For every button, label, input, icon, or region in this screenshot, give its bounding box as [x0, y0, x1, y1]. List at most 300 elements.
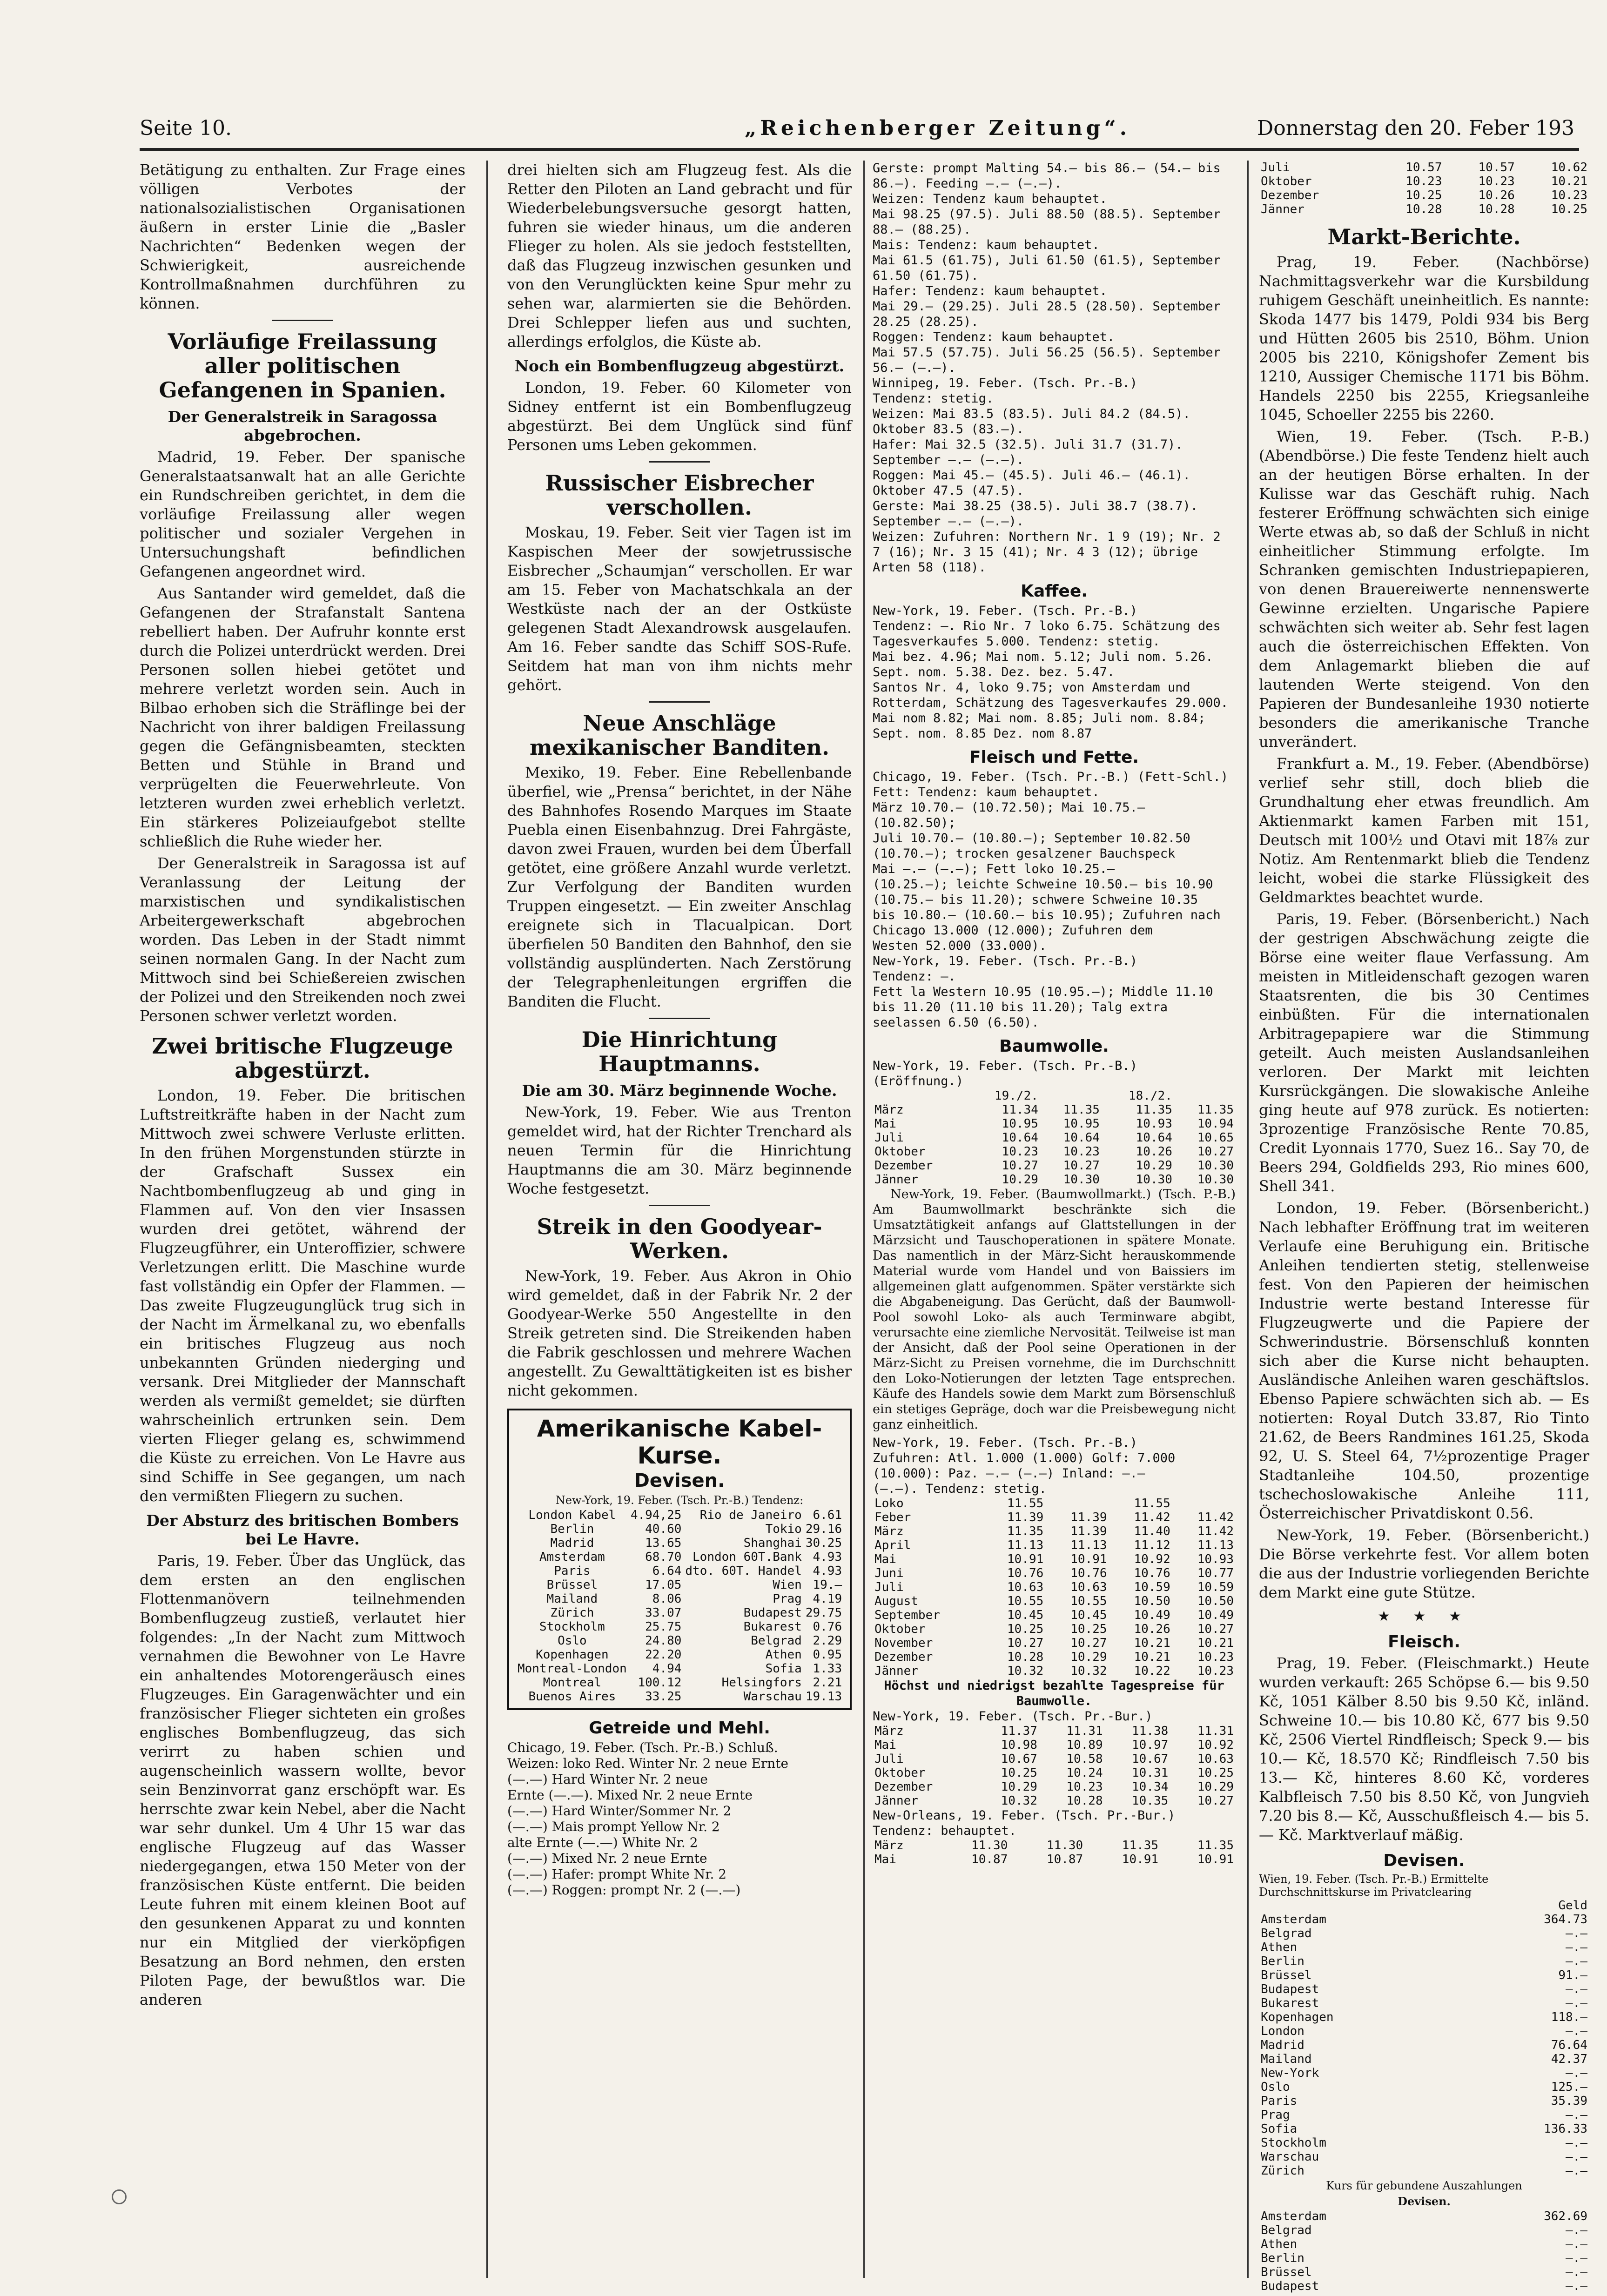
table-cell: Brüssel — [1261, 2265, 1312, 2279]
table-cell: 11.55 — [1134, 1497, 1170, 1511]
paragraph: Paris, 19. Feber. (Börsenbericht.) Nach der gestrigen Abschwächung zeigte die Börse eine weiter flaue Verfassung. Am meisten in Mitleidenschaft gezogen waren Staatsrenten, die bis 30 Centimes einbüßten. Für die internationalen Arbitragepapiere war die Stimmung geteilt. Auch meisten Auslandsanleihen verloren. Der Markt mit leichten Kursrückgängen. Die slowakische Anleihe ging heute auf 978 zurück. Es notierten: 3prozentige Französische Rente 70.85, Credit Lyonnais 1770, Suez 16.. Say 70, de Beers 294, Goldfields 293, Rio mines 600, Shell 341. — [1259, 910, 1589, 1195]
table-cell: —.— — [1566, 1996, 1587, 2010]
table-cell: Mai — [874, 1552, 896, 1566]
cable-rate-row — [516, 1676, 844, 1690]
table-cell: 10.55 — [1007, 1594, 1044, 1608]
table-cell: 33.07 — [645, 1606, 682, 1620]
table-cell: 1.33 — [813, 1662, 842, 1676]
table-cell: 11.37 — [1001, 1724, 1037, 1738]
table-cell: 10.45 — [1070, 1608, 1107, 1622]
cotton-row — [873, 1145, 1236, 1159]
table-cell: —.— — [1566, 2164, 1587, 2178]
table-cell: 11.13 — [1197, 1538, 1234, 1552]
cotton3-head: New-York, 19. Feber. (Tsch. Pr.-Bur.) — [873, 1709, 1153, 1724]
coffee-line: Sept. nom. 5.38. Dez. bez. 5.47. — [873, 665, 1115, 679]
table-cell: 11.39 — [1070, 1524, 1107, 1538]
table-cell: Jänner — [874, 1664, 918, 1678]
table-cell: 10.91 — [1070, 1552, 1107, 1566]
devisen-row — [1259, 2251, 1589, 2265]
table-cell: 10.98 — [1001, 1738, 1037, 1752]
table-cell: 40.60 — [645, 1522, 682, 1536]
cotton2-supply: Zufuhren: Atl. 1.000 (1.000) Golf: 7.000 (10.000): Paz. —.— (—.—) Inland: —.— — [873, 1451, 1176, 1481]
table-cell — [1045, 1497, 1109, 1511]
table-cell: Madrid — [550, 1536, 594, 1550]
table-cell: London 60T.Bank — [693, 1550, 802, 1564]
table-cell — [1259, 1899, 1463, 1913]
table-cell: Stockholm — [539, 1620, 605, 1634]
table-cell: 29.16 — [805, 1522, 842, 1536]
table-cell: Prag — [1261, 2108, 1290, 2122]
separator — [649, 701, 710, 703]
table-cell: 10.87 — [1046, 1853, 1083, 1866]
table-cell: 125.— — [1551, 2080, 1587, 2094]
table-cell: 11.30 — [1046, 1839, 1083, 1853]
table-cell: —.— — [1566, 2108, 1587, 2122]
table-cell: 2.29 — [813, 1634, 842, 1648]
cable-rates-box — [507, 1409, 852, 1710]
table-cell: London — [1261, 2024, 1304, 2038]
table-cell: August — [874, 1594, 918, 1608]
cotton-row — [873, 1853, 1236, 1866]
masthead: „Reichenberger Zeitung“. — [745, 116, 1131, 140]
table-cell: Buenos Aires — [528, 1690, 616, 1704]
grain-line: (—.—) Hafer: prompt White Nr. 2 — [507, 1866, 727, 1882]
table-cell: 10.30 — [1136, 1173, 1172, 1187]
table-cell: 10.57 — [1405, 161, 1442, 175]
table-cell: März — [874, 1524, 904, 1538]
table-cell: 4.93 — [813, 1550, 842, 1564]
table-cell: Belgrad — [751, 1634, 802, 1648]
devisen-row — [1259, 1982, 1589, 1996]
cable-rate-row — [516, 1536, 844, 1550]
table-cell: Oslo — [558, 1634, 587, 1648]
fat-line: Tendenz: —. — [873, 969, 956, 984]
table-cell: 11.30 — [971, 1839, 1008, 1853]
cotton-continued-table — [1259, 161, 1589, 216]
devisen-row — [1259, 1996, 1589, 2010]
table-cell: —.— — [1566, 2066, 1587, 2080]
cable-rate-row — [516, 1620, 844, 1634]
cotton-head: New-York, 19. Feber. (Tsch. Pr.-B.) — [873, 1059, 1137, 1073]
headline-goodyear: Streik in den Goodyear-Werken. — [537, 1214, 822, 1263]
table-cell: 10.35 — [1132, 1794, 1169, 1808]
table-cell: 10.92 — [1197, 1738, 1234, 1752]
table-cell: 10.29 — [1001, 1780, 1037, 1794]
cotton2-tendency: (—.—). Tendenz: stetig. — [873, 1482, 1047, 1496]
cotton2-head: New-York, 19. Feber. (Tsch. Pr.-B.) — [873, 1436, 1137, 1450]
table-cell — [1040, 1089, 1102, 1103]
table-cell: Oktober — [1261, 175, 1312, 188]
table-cell: 11.39 — [1007, 1511, 1044, 1524]
table-cell: Belgrad — [1261, 2223, 1312, 2237]
paragraph: Der Generalstreik in Saragossa ist auf Veranlassung der Leitung der marxistischen und syndikalistischen Arbeitergewerkschaft abgebrochen worden. Das Leben in der Stadt nimmt seinen normalen Gang. In der Nacht zum Mittwoch sind bei Schießereien zwischen der Polizei und den Streikenden noch zwei Personen schwer verletzt worden. — [140, 854, 465, 1025]
table-cell: 2.21 — [813, 1676, 842, 1690]
coffee-report — [873, 603, 1236, 741]
table-cell: 11.13 — [1070, 1538, 1107, 1552]
paragraph: Aus Santander wird gemeldet, daß die Gefangenen der Strafanstalt Santena rebelliert haben. Der Aufruhr konnte erst durch die Polizei unterdrückt werden. Drei Personen sollen hiebei getötet und mehrere verletzt worden sein. Auch in Bilbao erhoben sich die Sträflinge bei der Nachricht von ihrer baldigen Freilassung gegen die Gefängnisbeamten, steckten Betten und Stühle in Brand und verprügelten die Feuerwehrleute. Von letzteren wurden zwei erheblich verletzt. Ein stärkeres Polizeiaufgebot stellte schließlich die Ruhe wieder her. — [140, 584, 465, 850]
issue-date: Donnerstag den 20. Feber 193 — [1257, 116, 1574, 140]
paragraph: Prag, 19. Feber. (Nachbörse) Nachmittagsverkehr war die Kursbildung ruhigem Geschäft uneinheitlich. Es nannte: Skoda 1477 bis 1479, Poldi 934 bis Berg und Hütten 2605 bis 2510, Böhm. Union 2005 bis 2210, Königshofer Zement bis 1210, Aussiger Chemische 1171 bis Böhm. Handels 2250 bis 2255, Kriegsanleihe 1045, Schoeller 2255 bis 2260. — [1259, 253, 1589, 423]
table-cell: April — [874, 1538, 911, 1552]
table-cell: 136.33 — [1544, 2122, 1587, 2136]
grain-line: Hafer: Tendenz: kaum behauptet. — [873, 284, 1107, 298]
table-cell: 10.49 — [1134, 1608, 1170, 1622]
grain-line: September —.— (—.—). — [873, 453, 1024, 467]
section-stars: ★ ★ ★ — [1378, 1608, 1471, 1625]
table-cell: —.— — [1566, 2024, 1587, 2038]
table-cell: 10.59 — [1197, 1580, 1234, 1594]
table-cell: 10.27 — [1070, 1636, 1107, 1650]
table-cell: 10.24 — [1066, 1766, 1103, 1780]
cable-rate-row — [516, 1648, 844, 1662]
table-cell: Zürich — [550, 1606, 594, 1620]
coffee-line: Santos Nr. 4, loko 9.75; von Amsterdam und Rotterdam, Schätzung des Tagesverkaufes 29.000. — [873, 680, 1229, 710]
table-cell: Berlin — [550, 1522, 594, 1536]
table-cell: 10.31 — [1132, 1766, 1169, 1780]
cotton-row — [873, 1608, 1236, 1622]
table-cell: 10.25 — [1070, 1622, 1107, 1636]
headline-grain: Getreide und Mehl. — [589, 1719, 770, 1738]
cable-rate-row — [516, 1522, 844, 1536]
table-cell: Juli — [874, 1752, 904, 1766]
table-cell: Loko — [874, 1497, 904, 1511]
table-cell: 10.91 — [1007, 1552, 1044, 1566]
article-continuation: drei hielten sich am Flugzeug fest. Als die Retter den Piloten an Land gebracht und für Wiederbelebungsversuche gesorgt hatten, fuhren sie wieder hinaus, um die anderen Flieger zu holen. Als sie jedoch feststellten, daß das Flugzeug inzwischen gesunken und von den Verunglückten keine Spur mehr zu sehen war, alarmierten sie die Behörden. Drei Schlepper liefen aus und suchten, allerdings erfolglos, die Küste ab. — [507, 161, 852, 350]
table-cell: 10.49 — [1197, 1608, 1234, 1622]
table-cell: 10.67 — [1132, 1752, 1169, 1766]
table-cell: 0.95 — [813, 1648, 842, 1662]
column-3 — [873, 161, 1236, 2278]
table-cell: 10.58 — [1066, 1752, 1103, 1766]
table-cell: Oktober — [874, 1622, 926, 1636]
cable-rates-subtitle: Devisen. — [634, 1470, 725, 1491]
table-cell: Kopenhagen — [536, 1648, 609, 1662]
headline-planes: Zwei britische Flugzeuge abgestürzt. — [152, 1034, 453, 1083]
table-cell: September — [874, 1608, 940, 1622]
paragraph: Paris, 19. Feber. Über das Unglück, das dem ersten an den englischen Flottenmanövern teilnehmenden Bombenflugzeug zustieß, verlautet hier folgendes: „In der Nacht zum Mittwoch vernahmen die Bewohner von Le Havre ein anhaltendes Motorengeräusch eines Flugzeuges. Ein Garagenwächter und ein französischer Flieger sichteten ein großes englisches Bombenflugzeug, das sich verirrt zu haben schien und augenscheinlich wassern wollte, bevor sein Benzinvorrat ganz erschöpft war. Es herrschte zwar kein Nebel, aber die Nacht war sehr dunkel. Um 4 Uhr 15 war das englische Flugzeug auf das Wasser niedergegangen, etwa 150 Meter von der französischen Küste entfernt. Die beiden Leute fuhren mit einem kleinen Boot auf den gesunkenen Apparat zu und konnten nur ein Mitglied der vierköpfigen Besatzung an Bord nehmen, den ersten Piloten Page, der bewußtlos war. Die anderen — [140, 1552, 465, 2008]
table-cell: 10.94 — [1197, 1117, 1234, 1131]
cable-rate-row — [516, 1508, 844, 1522]
table-cell: 29.75 — [805, 1606, 842, 1620]
devisen-row — [1259, 2038, 1589, 2052]
table-cell: Budapest — [1261, 2279, 1319, 2293]
table-cell: 10.25 — [1405, 188, 1442, 202]
devisen-row — [1259, 2136, 1589, 2150]
paragraph: Madrid, 19. Feber. Der spanische Generalstaatsanwalt hat an alle Gerichte ein Rundschreiben gerichtet, in dem die vorläufige Freilassung aller wegen politischer und sozialer Vergehen in Untersuchungshaft befindlichen Gefangenen angeordnet wird. — [140, 448, 465, 580]
paragraph: London, 19. Feber. Die britischen Luftstreitkräfte haben in der Nacht zum Mittwoch zwei schwere Verluste erlitten. In den frühen Morgenstunden stürzte in der Grafschaft Sussex ein Nachtbombenflugzeug ab und ging in Flammen auf. Von den vier Insassen wurden drei getötet, während der Flugzeugführer, ein Unteroffizier, schwere Verletzungen erlitt. Die Maschine wurde fast vollständig ein Opfer der Flammen. — Das zweite Flugzeugunglück trug sich in der Nacht im Ärmelkanal zu, wo ebenfalls ein britisches Flugzeug aus noch unbekannten Gründen niederging und versank. Drei Mitglieder der Mannschaft werden als vermißt gemeldet; sie dürften wahrscheinlich ertrunken sein. Dem vierten Flieger gelang es, schwimmend die Küste zu erreichen. Von Le Havre aus sind Schiffe in See gegangen, um nach den vermißten Fliegern zu suchen. — [140, 1087, 465, 1505]
table-cell: 10.28 — [1405, 202, 1442, 216]
coffee-line: Tendenz: —. Rio Nr. 7 loko 6.75. Schätzung des Tagesverkaufes 5.000. Tendenz: stetig. — [873, 619, 1221, 649]
cable-rate-row — [516, 1662, 844, 1676]
devisen-row — [1259, 2080, 1589, 2094]
table-cell: Mailand — [1261, 2052, 1312, 2066]
column-divider — [486, 161, 488, 2278]
table-cell: London Kabel — [528, 1508, 616, 1522]
table-cell: 11.31 — [1197, 1724, 1234, 1738]
cotton-row — [873, 1752, 1236, 1766]
table-cell: 10.29 — [1136, 1159, 1172, 1173]
table-cell: 11.38 — [1132, 1724, 1169, 1738]
table-cell: —.— — [1566, 1927, 1587, 1940]
table-cell: Feber — [874, 1511, 911, 1524]
table-cell: 10.23 — [1405, 175, 1442, 188]
table-cell: 11.40 — [1134, 1524, 1170, 1538]
devisen-row — [1259, 2010, 1589, 2024]
devisen-row — [1259, 2265, 1589, 2279]
table-cell: 24.80 — [645, 1634, 682, 1648]
cotton-row — [873, 1173, 1236, 1187]
fat-line: Fett: Tendenz: kaum behauptet. — [873, 785, 1100, 799]
column-1 — [140, 161, 465, 2278]
table-cell: Mailand — [546, 1592, 598, 1606]
headline-meat: Fleisch. — [1388, 1632, 1460, 1652]
article-continuation: Betätigung zu enthalten. Zur Frage eines völligen Verbotes der nationalsozialistischen Organisationen äußern in erster Linie die „Basler Nachrichten“ Bedenken wegen der Schwierigkeit, ausreichende Kontrollmaßnahmen durchführen zu können. — [140, 161, 465, 312]
table-cell: Mai — [874, 1738, 896, 1752]
table-cell: —.— — [1566, 1954, 1587, 1968]
table-cell: 11.35 — [1197, 1839, 1234, 1853]
table-cell: 10.23 — [1478, 175, 1515, 188]
fat-line: (10.70.—); trocken gesalzener Bauchspeck — [873, 846, 1176, 861]
table-cell: 33.25 — [645, 1690, 682, 1704]
grain-line: Tendenz: stetig. — [873, 391, 994, 406]
table-cell: 18./2. — [1129, 1089, 1172, 1103]
grain-line: Mai 57.5 (57.75). Juli 56.25 (56.5). September 56.— (—.—). — [873, 345, 1221, 375]
separator — [649, 1018, 710, 1019]
subhead-spain: Der Generalstreik in Saragossa abgebrochen. — [168, 408, 437, 444]
cotton-row — [873, 1580, 1236, 1594]
cotton-row — [873, 1766, 1236, 1780]
fat-line: New-York, 19. Feber. (Tsch. Pr.-B.) — [873, 954, 1137, 968]
headline-hauptmann: Die Hinrichtung Hauptmanns. — [581, 1027, 778, 1076]
table-cell: Budapest — [743, 1606, 802, 1620]
fat-line: Westen 52.000 (33.000). — [873, 939, 1047, 953]
grain-line: Mai 29.— (29.25). Juli 28.5 (28.50). September 28.25 (28.25). — [873, 299, 1221, 329]
table-cell: 11.12 — [1134, 1538, 1170, 1552]
table-cell: —.— — [1566, 2150, 1587, 2164]
table-cell: 100.12 — [638, 1676, 682, 1690]
table-cell: Juli — [874, 1131, 904, 1145]
table-cell: 10.21 — [1197, 1636, 1234, 1650]
table-cell: 10.23 — [1066, 1780, 1103, 1794]
table-cell: 10.45 — [1007, 1608, 1044, 1622]
headline-devisen: Devisen. — [1383, 1851, 1465, 1870]
grain-line: Gerste: prompt Malting 54.— bis 86.— (54.— bis 86.—). Feeding —.— (—.—). — [873, 161, 1221, 191]
table-cell: New-York — [1261, 2066, 1319, 2080]
cotton-row — [873, 1664, 1236, 1678]
cotton-row — [873, 1131, 1236, 1145]
table-cell: Jänner — [874, 1173, 918, 1187]
table-cell: —.— — [1566, 2265, 1587, 2279]
cotton-row — [873, 1724, 1236, 1738]
grain-line: September —.— (—.—). — [873, 514, 1024, 529]
fat-line: Chicago 13.000 (12.000); Zufuhren dem — [873, 923, 1153, 938]
table-cell: 10.26 — [1134, 1622, 1170, 1636]
table-cell: 35.39 — [1551, 2094, 1587, 2108]
table-cell: 10.23 — [1002, 1145, 1038, 1159]
headline-meat-fat: Fleisch und Fette. — [969, 748, 1139, 767]
subhead-hauptmann: Die am 30. März beginnende Woche. — [522, 1081, 837, 1100]
table-cell: 10.30 — [1063, 1173, 1100, 1187]
cotton-row — [873, 1650, 1236, 1664]
grain-line: (—.—) Hard Winter/Sommer Nr. 2 — [507, 1803, 732, 1819]
devisen-row — [1259, 1940, 1589, 1954]
table-cell: 10.64 — [1136, 1131, 1172, 1145]
table-cell: März — [874, 1839, 904, 1853]
table-cell: Jänner — [874, 1794, 918, 1808]
table-cell: Berlin — [1261, 1954, 1304, 1968]
table-cell: Mai — [874, 1853, 896, 1866]
devisen-row — [1259, 1954, 1589, 1968]
cable-rate-row — [516, 1550, 844, 1564]
subhead-havre: Der Absturz des britischen Bombers bei Le Havre. — [146, 1511, 459, 1548]
table-cell: Athen — [1261, 2237, 1298, 2251]
table-cell: 10.59 — [1134, 1580, 1170, 1594]
cotton2-table — [873, 1497, 1236, 1678]
table-cell: 10.22 — [1134, 1664, 1170, 1678]
paragraph: Wien, 19. Feber. (Tsch. P.-B.) (Abendbörse.) Die feste Tendenz hielt auch an der heutigen Börse erhalten. In der Kulisse war das Geschäft ruhig. Nach festerer Eröffnung schwächten sich einige Werte etwas ab, so daß der Schluß in nicht einheitlicher Stimmung erfolgte. Im Schranken gemischten Industriepapieren, von denen Brauereiwerte nennenswerte Gewinne erzielten. Ungarische Papiere schwächten sich weiter ab. Sehr fest lagen auch die österreichischen Effekten. Von dem Anlagemarkt blieben die auf lautenden Werte steigend. Von den Papieren der Bundesanleihe 1930 notierte besonders die amerikanische Tranche unverändert. — [1259, 428, 1589, 751]
cotton-row — [873, 1497, 1236, 1511]
table-cell: 11.35 — [1136, 1103, 1172, 1117]
table-cell: Sofia — [1261, 2122, 1298, 2136]
cable-rate-row — [516, 1592, 844, 1606]
cotton-row — [873, 1538, 1236, 1552]
cable-rates-table — [516, 1508, 844, 1704]
table-cell: Paris — [554, 1564, 591, 1578]
table-cell: 10.64 — [1063, 1131, 1100, 1145]
column-4 — [1259, 161, 1589, 2293]
cotton-row — [873, 1524, 1236, 1538]
table-cell: 10.23 — [1197, 1664, 1234, 1678]
table-cell: —.— — [1566, 2237, 1587, 2251]
table-cell: Tokio — [765, 1522, 802, 1536]
table-cell: 10.27 — [1197, 1145, 1234, 1159]
table-cell — [873, 1089, 968, 1103]
table-cell: Montreal — [543, 1676, 602, 1690]
devisen-row — [1259, 2209, 1589, 2223]
table-cell: Warschau — [743, 1690, 802, 1704]
table-cell: 10.23 — [1063, 1145, 1100, 1159]
devisen-row — [1259, 2108, 1589, 2122]
table-cell: Madrid — [1261, 2038, 1304, 2052]
table-cell: 10.25 — [1551, 202, 1587, 216]
table-cell: 10.63 — [1007, 1580, 1044, 1594]
cotton4-table — [873, 1839, 1236, 1866]
fat-line: bis 11.20 (11.10 bis 11.20); Talg extra seelassen 6.50 (6.50). — [873, 1000, 1168, 1030]
devisen-row — [1259, 1927, 1589, 1940]
table-cell: 10.50 — [1134, 1594, 1170, 1608]
paragraph: Mexiko, 19. Feber. Eine Rebellenbande überfiel, wie „Prensa“ berichtet, in der Nähe des Bahnhofes Rosendo Marques im Staate Puebla einen Eisenbahnzug. Drei Fahrgäste, davon zwei Frauen, wurden bei dem Überfall getötet, eine größere Anzahl wurde verletzt. Zur Verfolgung der Banditen wurden Truppen eingesetzt. — Ein zweiter Anschlag ereignete sich in Tlacualpican. Dort überfielen 50 Banditen den Bahnhof, den sie vollständig ausplünderten. Nach Zerstörung der Telegraphenleitungen ergriffen die Banditen die Flucht. — [507, 764, 852, 1010]
fat-line: bis 10.80.— (10.60.— bis 10.95); Zufuhren nach — [873, 908, 1221, 922]
table-cell: 10.95 — [1063, 1117, 1100, 1131]
fat-report — [873, 769, 1236, 1030]
table-cell: 10.25 — [1007, 1622, 1044, 1636]
paragraph: Moskau, 19. Feber. Seit vier Tagen ist im Kaspischen Meer der sowjetrussische Eisbrecher „Schaumjan“ verschollen. Er war am 15. Feber von Machatschkala an der Westküste nach der an der Ostküste gelegenen Stadt Alexandrowsk ausgelaufen. Am 16. Feber sandte das Schiff SOS-Rufe. Seitdem hat man von ihm nichts mehr gehört. — [507, 524, 852, 694]
table-cell: Budapest — [1261, 1982, 1319, 1996]
table-cell: 10.23 — [1551, 188, 1587, 202]
cotton4-head: New-Orleans, 19. Feber. (Tsch. Pr.-Bur.) — [873, 1808, 1176, 1823]
table-cell: Belgrad — [1261, 1927, 1312, 1940]
table-cell: 76.64 — [1551, 2038, 1587, 2052]
separator — [649, 461, 710, 463]
table-cell: Stockholm — [1261, 2136, 1326, 2150]
devisen-table — [1259, 1899, 1589, 2178]
devisen-row — [1259, 2122, 1589, 2136]
devisen2-sub: Devisen. — [1398, 2195, 1451, 2208]
cable-rate-row — [516, 1634, 844, 1648]
table-cell: 10.27 — [1063, 1159, 1100, 1173]
table-cell: März — [874, 1724, 904, 1738]
paragraph: London, 19. Feber. 60 Kilometer von Sidney entfernt ist ein Bombenflugzeug abgestürzt. Bei dem Unglück sind fünf Personen ums Leben gekommen. — [507, 379, 852, 454]
separator — [649, 1205, 710, 1206]
table-cell: 10.93 — [1136, 1117, 1172, 1131]
table-cell: Shanghai — [743, 1536, 802, 1550]
fat-line: Mai —.— (—.—); Fett loko 10.25.— — [873, 862, 1115, 876]
cable-rate-row — [516, 1606, 844, 1620]
table-cell: 17.05 — [645, 1578, 682, 1592]
cotton-row — [873, 1594, 1236, 1608]
table-cell: Dezember — [874, 1159, 933, 1173]
table-cell: Amsterdam — [1261, 1913, 1326, 1927]
table-cell: 10.27 — [1002, 1159, 1038, 1173]
table-cell: 10.21 — [1134, 1650, 1170, 1664]
grain-line: Weizen: Zufuhren: Northern Nr. 1 9 (19); Nr. 2 7 (16); Nr. 3 15 (41); Nr. 4 3 (12); übrige Arten 58 (118). — [873, 530, 1221, 575]
table-cell: 19.13 — [805, 1690, 842, 1704]
table-cell: Amsterdam — [539, 1550, 605, 1564]
table-cell: 11.35 — [1007, 1524, 1044, 1538]
table-cell: 10.28 — [1066, 1794, 1103, 1808]
table-cell — [1172, 1497, 1236, 1511]
fat-line: März 10.70.— (10.72.50); Mai 10.75.— (10.82.50); — [873, 800, 1145, 830]
cotton-row — [873, 1103, 1236, 1117]
table-cell: 4.94 — [652, 1662, 682, 1676]
headline-cotton: Baumwolle. — [999, 1037, 1109, 1056]
cotton-row — [873, 1794, 1236, 1808]
grain-line: alte Ernte (—.—) White Nr. 2 — [507, 1835, 698, 1850]
devisen-row — [1259, 2237, 1589, 2251]
devisen-row — [1259, 2164, 1589, 2178]
headline-spain: Vorläufige Freilassung aller politischen Gefangenen in Spanien. — [159, 329, 446, 403]
table-cell: 30.25 — [805, 1536, 842, 1550]
cotton-row — [873, 1839, 1236, 1853]
table-cell: 8.06 — [652, 1592, 682, 1606]
table-cell: 10.77 — [1197, 1566, 1234, 1580]
cotton-row — [1259, 188, 1589, 202]
table-cell: 10.89 — [1066, 1738, 1103, 1752]
cotton-opening: (Eröffnung.) — [873, 1074, 964, 1088]
table-cell: 10.91 — [1122, 1853, 1159, 1866]
cotton4-tendency: Tendenz: behauptet. — [873, 1824, 1016, 1838]
grain-line: (—.—) Hard Winter Nr. 2 neue — [507, 1772, 708, 1787]
table-cell: 11.31 — [1066, 1724, 1103, 1738]
table-cell: 4.19 — [813, 1592, 842, 1606]
separator — [272, 320, 333, 321]
table-header-row — [873, 1089, 1236, 1103]
table-cell: 19.— — [813, 1578, 842, 1592]
grain-line: (—.—) Mixed Nr. 2 neue Ernte — [507, 1851, 707, 1866]
table-cell: 13.65 — [645, 1536, 682, 1550]
headline-coffee: Kaffee. — [1021, 582, 1088, 601]
table-cell: Sofia — [765, 1662, 802, 1676]
table-cell: 11.35 — [1122, 1839, 1159, 1853]
table-cell: Prag — [773, 1592, 802, 1606]
table-cell: 10.91 — [1197, 1853, 1234, 1866]
table-cell: Athen — [765, 1648, 802, 1662]
grain-line: Weizen: loko Red. Winter Nr. 2 neue Ernte — [507, 1756, 789, 1771]
table-cell: Oslo — [1261, 2080, 1290, 2094]
table-cell: Warschau — [1261, 2150, 1319, 2164]
table-cell: März — [874, 1103, 904, 1117]
coffee-line: Mai bez. 4.96; Mai nom. 5.12; Juli nom. 5.26. — [873, 650, 1213, 664]
